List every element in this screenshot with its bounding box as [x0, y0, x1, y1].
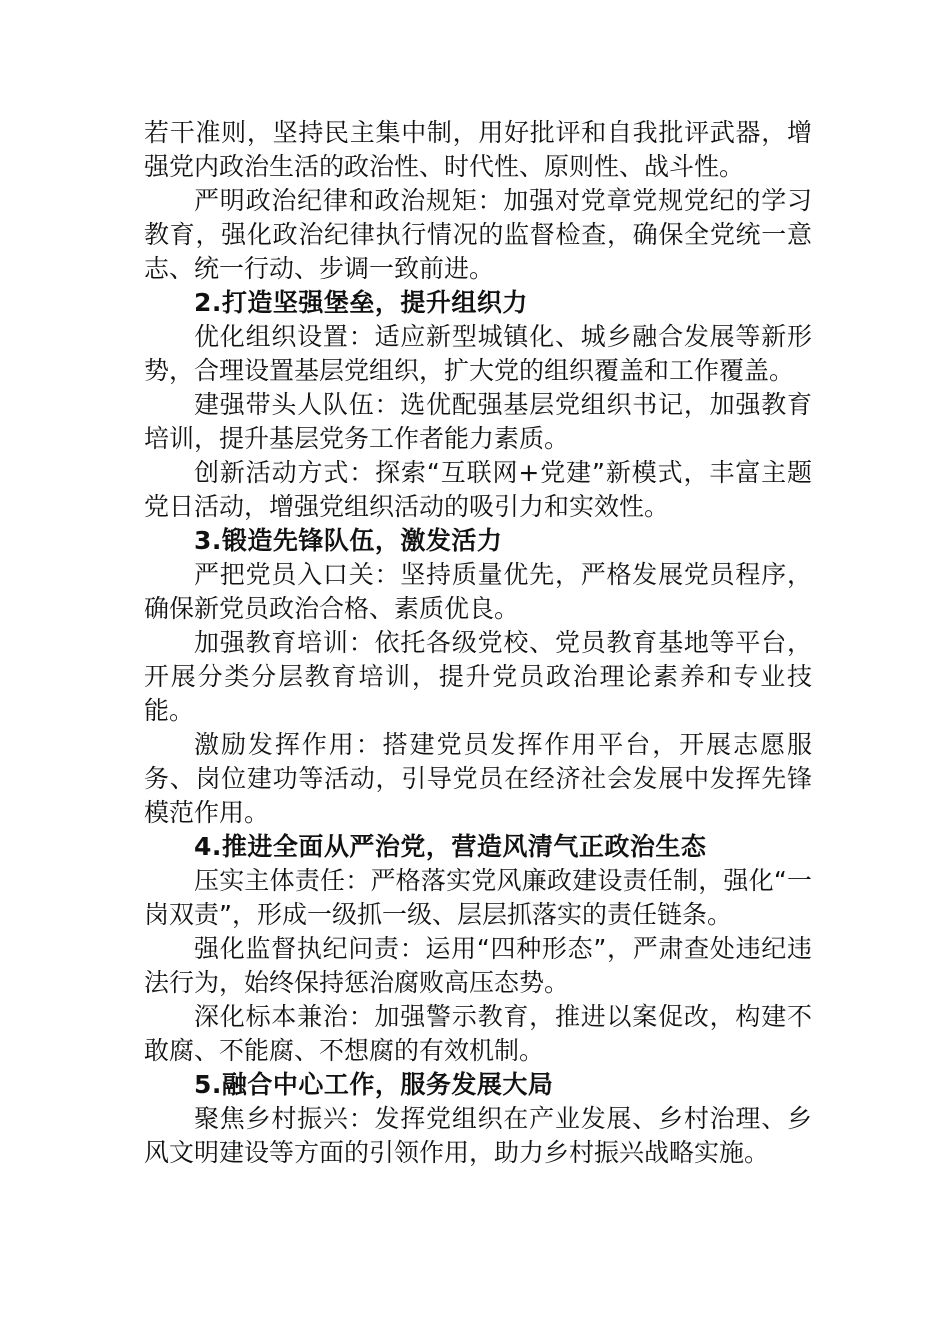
document-page: [144, 116, 812, 1170]
paragraph-9: 压实主体责任：严格落实党风廉政建设责任制，强化“一岗双责”，形成一级抓一级、层层抓落实的责任链条。: [144, 866, 812, 929]
paragraph-3: 优化组织设置：适应新型城镇化、城乡融合发展等新形势，合理设置基层党组织，扩大党的组织覆盖和工作覆盖。: [144, 322, 812, 385]
section-heading-4: 4.推进全面从严治党，营造风清气正政治生态: [194, 832, 707, 861]
paragraph-7: 加强教育培训：依托各级党校、党员教育基地等平台，开展分类分层教育培训，提升党员政治理论素养和专业技能。: [144, 628, 812, 725]
section-heading-5: 5.融合中心工作，服务发展大局: [194, 1070, 554, 1099]
paragraph-5: 创新活动方式：探索“互联网+党建”新模式，丰富主题党日活动，增强党组织活动的吸引力和实效性。: [144, 458, 812, 521]
paragraph-1: 若干准则，坚持民主集中制，用好批评和自我批评武器，增强党内政治生活的政治性、时代性、原则性、战斗性。: [144, 118, 812, 181]
paragraph-10: 强化监督执纪问责：运用“四种形态”，严肃查处违纪违法行为，始终保持惩治腐败高压态势。: [144, 934, 812, 997]
paragraph-2: 严明政治纪律和政治规矩：加强对党章党规党纪的学习教育，强化政治纪律执行情况的监督检查，确保全党统一意志、统一行动、步调一致前进。: [144, 186, 812, 283]
section-heading-3: 3.锻造先锋队伍，激发活力: [194, 526, 503, 555]
paragraph-11: 深化标本兼治：加强警示教育，推进以案促改，构建不敢腐、不能腐、不想腐的有效机制。: [144, 1002, 812, 1065]
section-heading-2: 2.打造坚强堡垒，提升组织力: [194, 288, 528, 317]
paragraph-6: 严把党员入口关：坚持质量优先，严格发展党员程序，确保新党员政治合格、素质优良。: [144, 560, 812, 623]
paragraph-8: 激励发挥作用：搭建党员发挥作用平台，开展志愿服务、岗位建功等活动，引导党员在经济社会发展中发挥先锋模范作用。: [144, 730, 812, 827]
paragraph-4: 建强带头人队伍：选优配强基层党组织书记，加强教育培训，提升基层党务工作者能力素质。: [144, 390, 812, 453]
paragraph-12: 聚焦乡村振兴：发挥党组织在产业发展、乡村治理、乡风文明建设等方面的引领作用，助力乡村振兴战略实施。: [144, 1104, 812, 1167]
